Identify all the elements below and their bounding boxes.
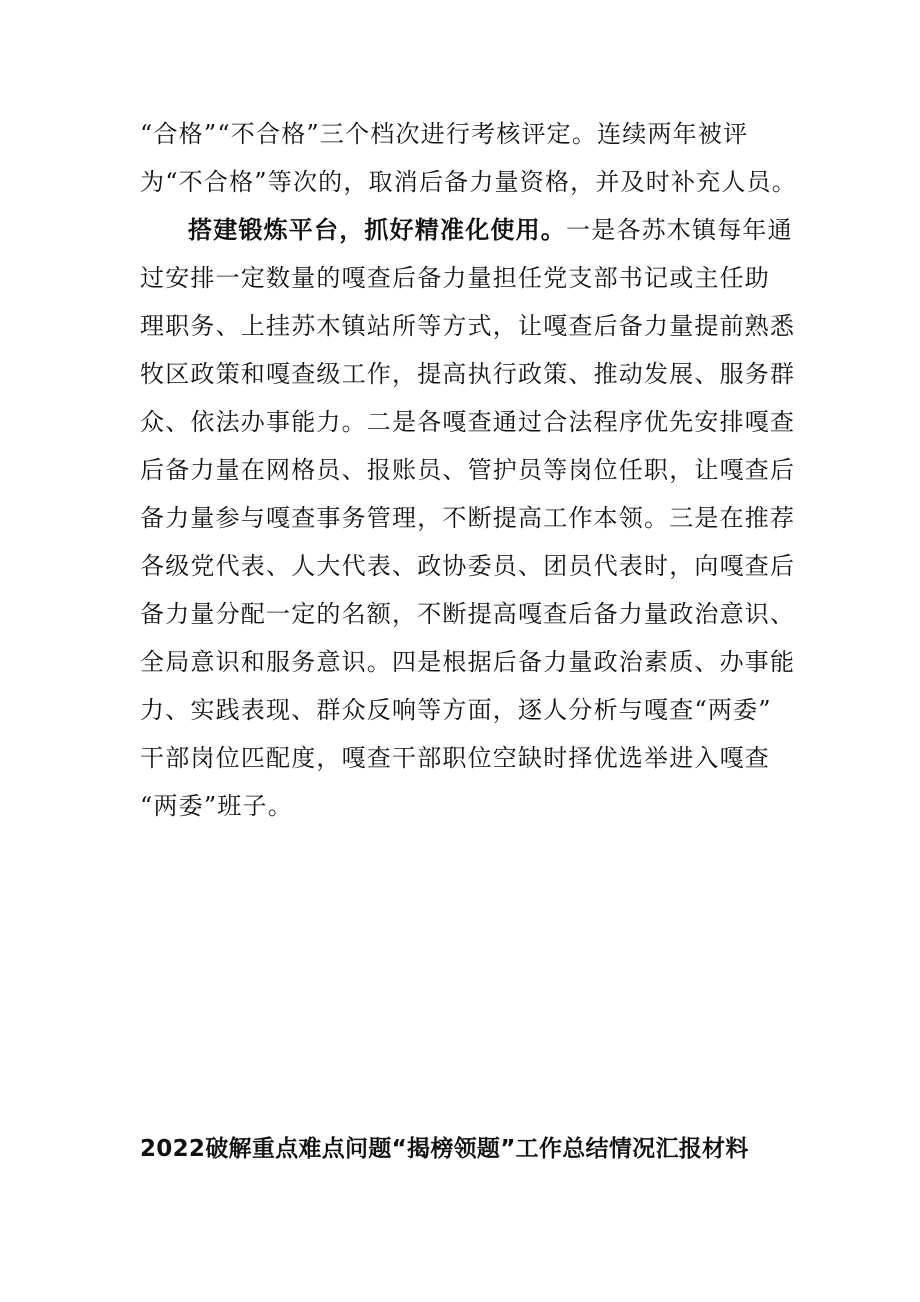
text-line-9: 备力量参与嘎查事务管理，不断提高工作本领。三是在推荐 bbox=[140, 504, 796, 532]
paragraph-heading: 搭建锻炼平台，抓好精准化使用。 bbox=[188, 216, 566, 244]
next-document-title: 2022破解重点难点问题“揭榜领题”工作总结情况汇报材料 bbox=[140, 1136, 749, 1162]
text-line-10: 各级党代表、人大代表、政协委员、团员代表时，向嘎查后 bbox=[140, 552, 796, 580]
text-line-5: 理职务、上挂苏木镇站所等方式，让嘎查后备力量提前熟悉 bbox=[140, 312, 796, 340]
text-line-13: 力、实践表现、群众反响等方面，逐人分析与嘎查“两委” bbox=[140, 696, 772, 724]
text-line-14: 干部岗位匹配度，嘎查干部职位空缺时择优选举进入嘎查 bbox=[140, 744, 770, 772]
text-line-4: 过安排一定数量的嘎查后备力量担任党支部书记或主任助 bbox=[140, 264, 770, 292]
paragraph-lead-text: 一是各苏木镇每年通 bbox=[566, 216, 793, 244]
text-line-11: 备力量分配一定的名额，不断提高嘎查后备力量政治意识、 bbox=[140, 600, 796, 628]
text-line-2: 为“不合格”等次的，取消后备力量资格，并及时补充人员。 bbox=[140, 168, 797, 196]
text-line-1: “合格”“不合格”三个档次进行考核评定。连续两年被评 bbox=[140, 120, 749, 148]
text-line-8: 后备力量在网格员、报账员、管护员等岗位任职，让嘎查后 bbox=[140, 456, 796, 484]
text-line-15: “两委”班子。 bbox=[140, 792, 293, 820]
text-line-6: 牧区政策和嘎查级工作，提高执行政策、推动发展、服务群 bbox=[140, 360, 796, 388]
paragraph-lead-line bbox=[188, 215, 793, 245]
text-line-7: 众、依法办事能力。二是各嘎查通过合法程序优先安排嘎查 bbox=[140, 408, 796, 436]
text-line-12: 全局意识和服务意识。四是根据后备力量政治素质、办事能 bbox=[140, 648, 796, 676]
